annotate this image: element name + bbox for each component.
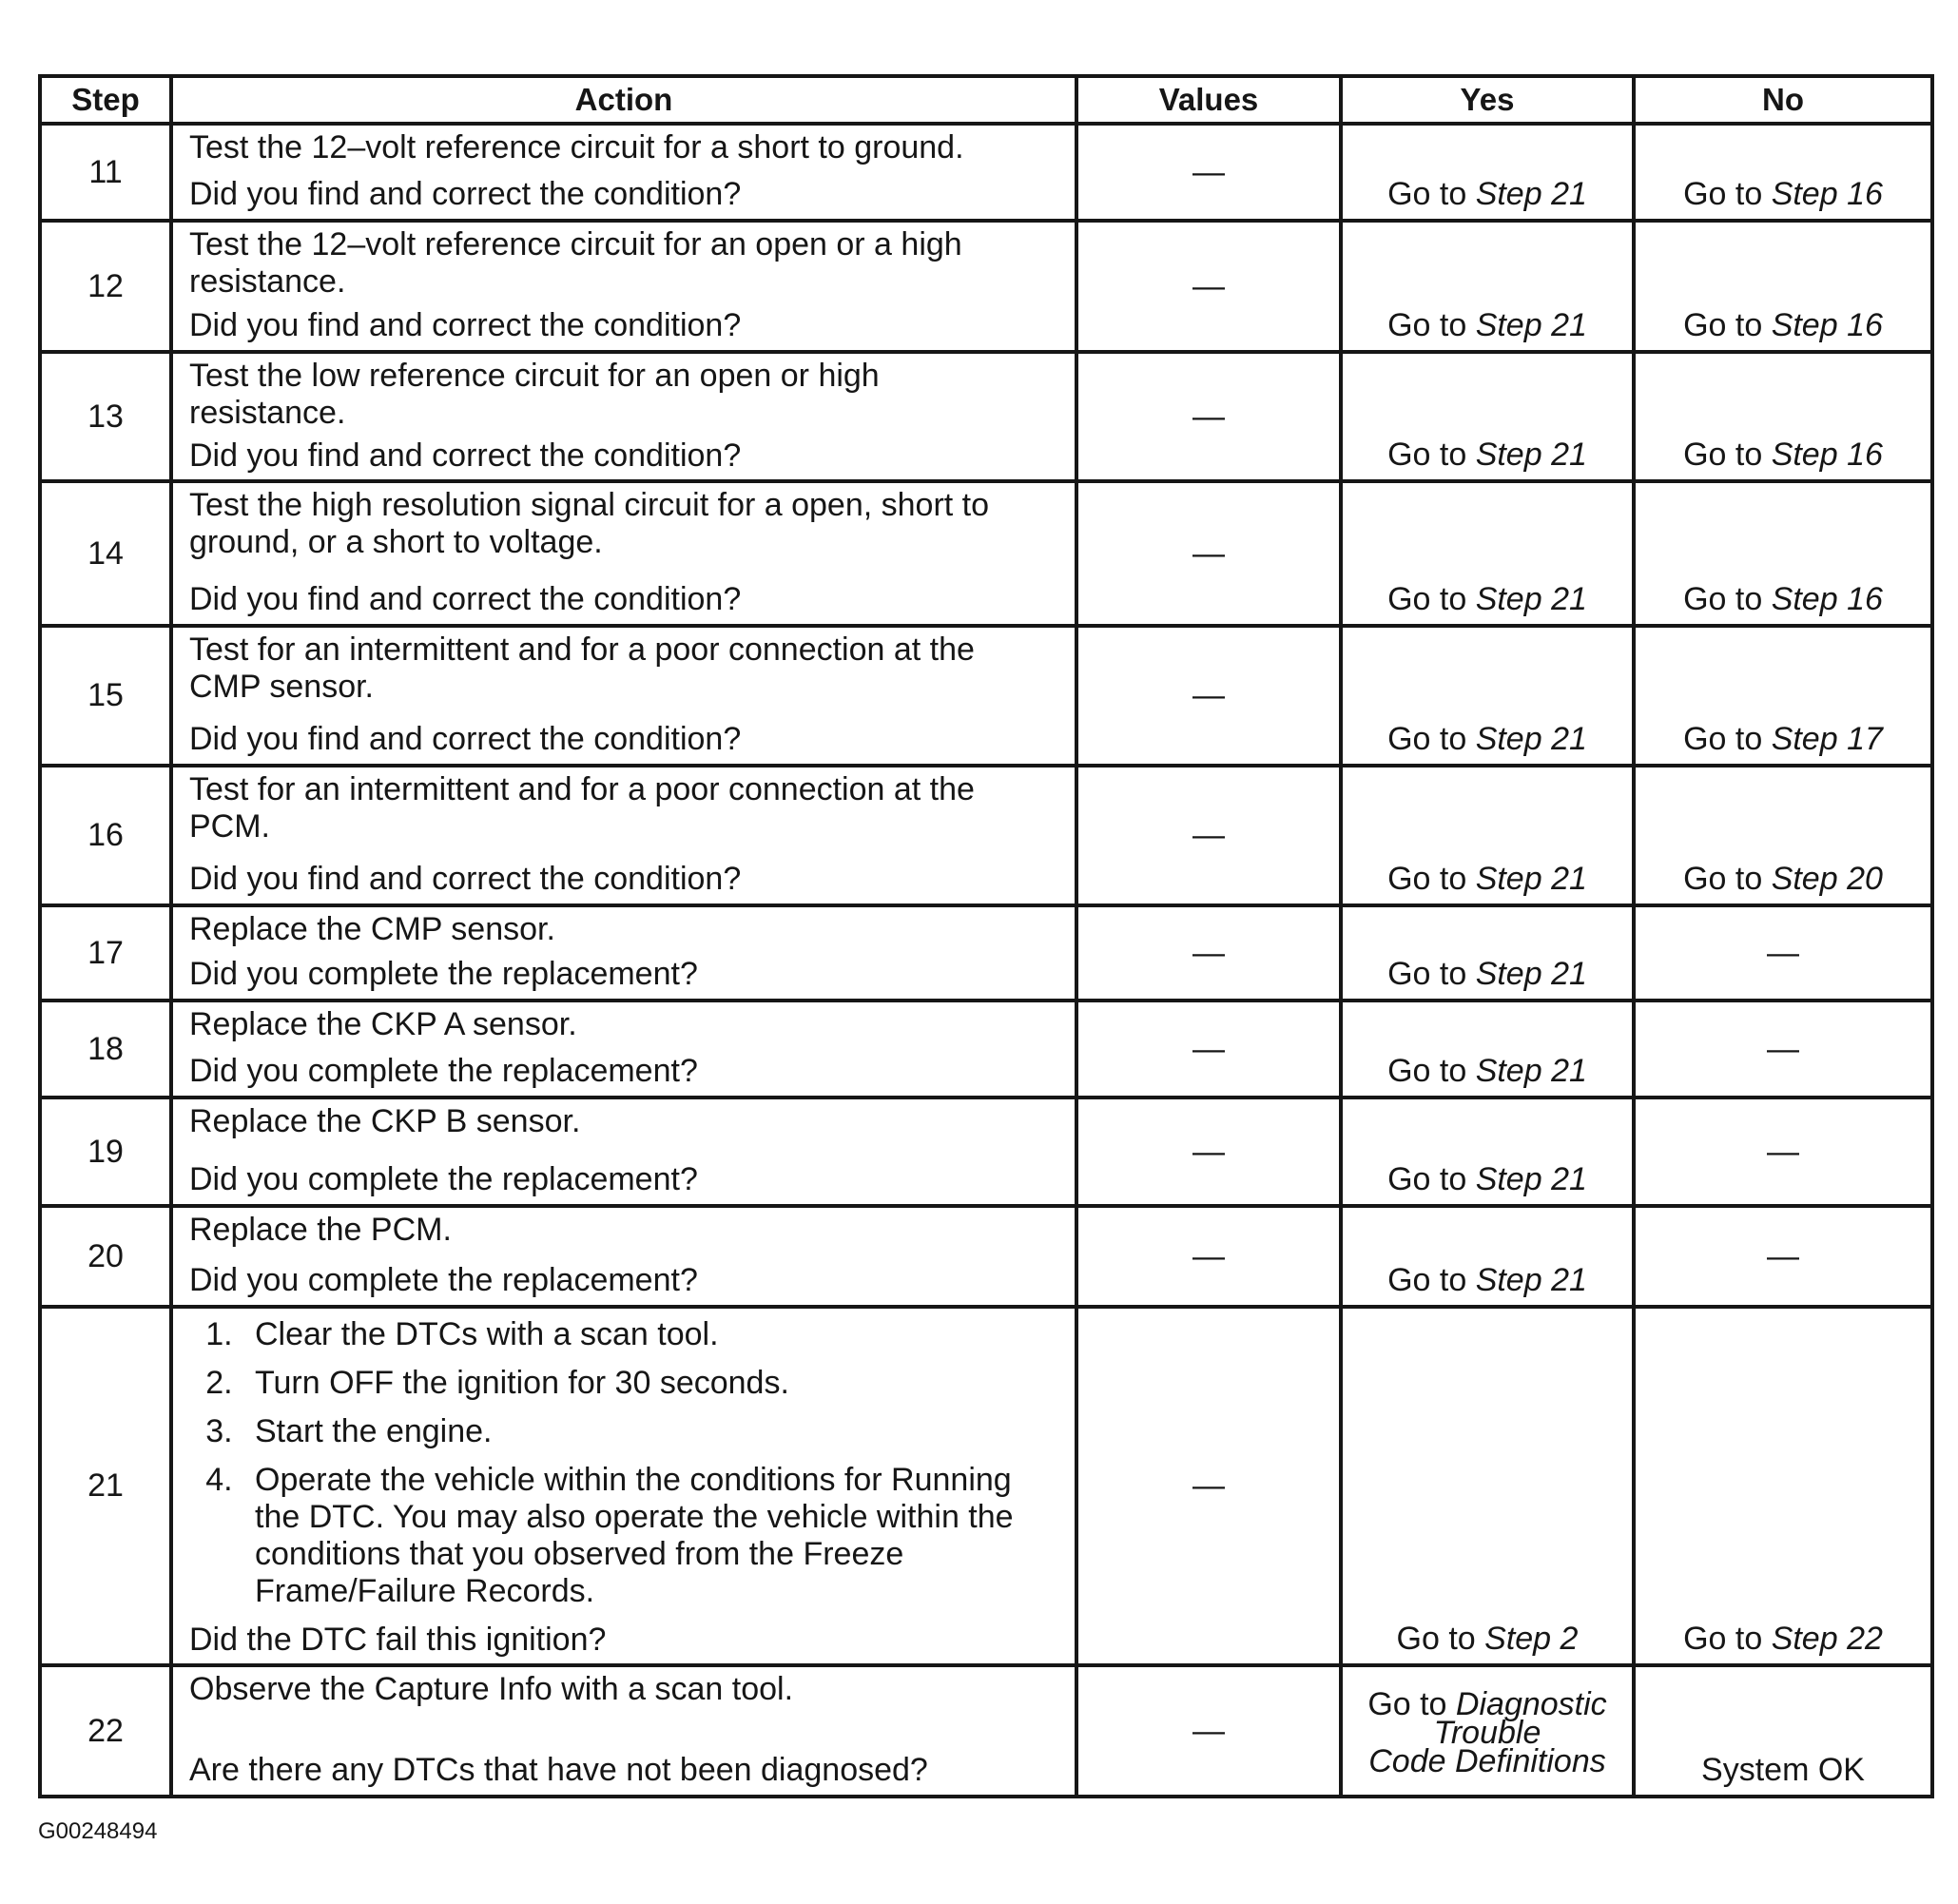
step-number: 20 xyxy=(40,1206,171,1307)
goto-destination: Step 21 xyxy=(1475,307,1587,343)
header-yes: Yes xyxy=(1341,76,1634,124)
goto-prefix: Go to xyxy=(1387,437,1476,473)
no-cell xyxy=(1634,481,1932,626)
values-cell: — xyxy=(1076,481,1341,626)
no-cell xyxy=(1634,221,1932,352)
substep-item: 1. Clear the DTCs with a scan tool. xyxy=(242,1316,1065,1353)
yes-goto-link xyxy=(1387,176,1587,212)
values-cell: — xyxy=(1076,1001,1341,1098)
yes-goto-link xyxy=(1343,1686,1632,1789)
action-instruction: Test the high resolution signal circuit for a open, short to ground, or a short to voltage. xyxy=(189,487,990,560)
yes-cell xyxy=(1341,766,1634,905)
substep-item: 2. Turn OFF the ignition for 30 seconds. xyxy=(242,1365,1065,1402)
action-instruction: Replace the CKP A sensor. xyxy=(189,1006,577,1042)
yes-goto-link xyxy=(1387,721,1587,757)
table-row xyxy=(40,1001,1932,1098)
action-cell xyxy=(171,626,1076,766)
yes-cell xyxy=(1341,481,1634,626)
header-no: No xyxy=(1634,76,1932,124)
goto-prefix: Go to xyxy=(1683,176,1772,212)
yes-cell xyxy=(1341,1206,1634,1307)
yes-cell xyxy=(1341,1001,1634,1098)
goto-prefix: Go to xyxy=(1387,307,1476,343)
action-cell xyxy=(171,766,1076,905)
goto-destination: Step 16 xyxy=(1771,176,1883,212)
action-question: Did you complete the replacement? xyxy=(189,1053,698,1089)
no-result: — xyxy=(1767,1030,1799,1067)
action-cell xyxy=(171,481,1076,626)
yes-cell xyxy=(1341,124,1634,221)
action-question: Did you find and correct the condition? xyxy=(189,721,742,757)
goto-prefix: Go to xyxy=(1396,1621,1485,1657)
yes-goto-link xyxy=(1387,307,1587,343)
action-cell xyxy=(171,352,1076,481)
table-row xyxy=(40,1665,1932,1797)
table-row xyxy=(40,481,1932,626)
table-row xyxy=(40,626,1932,766)
table-row xyxy=(40,905,1932,1001)
goto-destination: Code Definitions xyxy=(1368,1743,1606,1779)
table-header-row xyxy=(40,76,1932,124)
yes-goto-link xyxy=(1397,1621,1579,1657)
yes-cell xyxy=(1341,626,1634,766)
goto-destination: Step 16 xyxy=(1771,437,1883,473)
action-instruction: Test for an intermittent and for a poor connection at the PCM. xyxy=(189,771,975,845)
table-row xyxy=(40,766,1932,905)
step-number: 21 xyxy=(40,1307,171,1665)
goto-destination: Step 21 xyxy=(1475,176,1587,212)
goto-destination: Step 21 xyxy=(1475,1262,1587,1298)
no-cell xyxy=(1634,905,1932,1001)
goto-prefix: Go to xyxy=(1683,861,1772,897)
goto-prefix: Go to xyxy=(1367,1686,1456,1722)
goto-prefix: Go to xyxy=(1387,176,1476,212)
values-cell: — xyxy=(1076,905,1341,1001)
diagnostic-steps-table xyxy=(38,74,1934,1798)
no-goto-link xyxy=(1683,307,1883,343)
action-cell xyxy=(171,221,1076,352)
yes-cell xyxy=(1341,905,1634,1001)
substep-list xyxy=(189,1316,1065,1614)
step-number: 18 xyxy=(40,1001,171,1098)
goto-destination: Step 21 xyxy=(1475,861,1587,897)
values-cell: — xyxy=(1076,1206,1341,1307)
goto-destination: Step 2 xyxy=(1484,1621,1579,1657)
substep-item: 4. Operate the vehicle within the conditions for Running the DTC. You may also operate the vehicle within the conditions that you observed from the Freeze Frame/Failure Records. xyxy=(242,1462,1065,1610)
no-cell xyxy=(1634,1098,1932,1206)
header-action: Action xyxy=(171,76,1076,124)
action-question: Did you find and correct the condition? xyxy=(189,861,742,897)
no-cell xyxy=(1634,1206,1932,1307)
goto-destination: Step 21 xyxy=(1475,1053,1587,1089)
action-question: Did you complete the replacement? xyxy=(189,956,698,992)
goto-destination: Step 21 xyxy=(1475,721,1587,757)
no-goto-link xyxy=(1683,1621,1883,1657)
no-goto-link xyxy=(1683,437,1883,473)
table-body xyxy=(40,124,1932,1797)
step-number: 17 xyxy=(40,905,171,1001)
action-question: Did you find and correct the condition? xyxy=(189,307,742,343)
table-row xyxy=(40,124,1932,221)
step-number: 15 xyxy=(40,626,171,766)
goto-destination: Trouble xyxy=(1433,1715,1541,1751)
step-number: 13 xyxy=(40,352,171,481)
action-question: Did you complete the replacement? xyxy=(189,1161,698,1197)
step-number: 12 xyxy=(40,221,171,352)
table-row xyxy=(40,1206,1932,1307)
values-cell: — xyxy=(1076,766,1341,905)
yes-goto-link xyxy=(1387,1262,1587,1298)
action-cell xyxy=(171,1307,1076,1665)
yes-cell xyxy=(1341,1665,1634,1797)
action-question: Are there any DTCs that have not been diagnosed? xyxy=(189,1752,928,1788)
goto-destination: Step 17 xyxy=(1771,721,1883,757)
yes-goto-link xyxy=(1387,1053,1587,1089)
goto-prefix: Go to xyxy=(1683,1621,1772,1657)
goto-prefix: Go to xyxy=(1387,1262,1476,1298)
action-question: Did you complete the replacement? xyxy=(189,1262,698,1298)
no-goto-link xyxy=(1683,581,1883,617)
substep-item: 3. Start the engine. xyxy=(242,1413,1065,1450)
goto-destination: Step 21 xyxy=(1475,437,1587,473)
table-row xyxy=(40,221,1932,352)
yes-goto-link xyxy=(1387,861,1587,897)
figure-id: G00248494 xyxy=(38,1818,158,1844)
goto-destination: Step 21 xyxy=(1475,956,1587,992)
goto-prefix: Go to xyxy=(1387,1053,1476,1089)
action-instruction: Replace the CKP B sensor. xyxy=(189,1103,581,1139)
action-question: Did you find and correct the condition? xyxy=(189,437,742,474)
action-cell xyxy=(171,1098,1076,1206)
values-cell: — xyxy=(1076,221,1341,352)
action-instruction: Test the 12–volt reference circuit for an open or a high resistance. xyxy=(189,226,962,300)
values-cell: — xyxy=(1076,124,1341,221)
yes-goto-link xyxy=(1387,581,1587,617)
no-result: — xyxy=(1767,934,1799,971)
goto-destination: Step 16 xyxy=(1771,581,1883,617)
step-number: 16 xyxy=(40,766,171,905)
yes-goto-link xyxy=(1387,956,1587,992)
goto-prefix: Go to xyxy=(1387,1161,1476,1197)
yes-cell xyxy=(1341,1098,1634,1206)
yes-cell xyxy=(1341,221,1634,352)
goto-destination: Step 16 xyxy=(1771,307,1883,343)
no-cell xyxy=(1634,626,1932,766)
no-cell xyxy=(1634,352,1932,481)
goto-destination: Step 21 xyxy=(1475,1161,1587,1197)
yes-cell xyxy=(1341,1307,1634,1665)
action-question: Did the DTC fail this ignition? xyxy=(189,1622,607,1658)
action-instruction: Test the low reference circuit for an open or high resistance. xyxy=(189,358,880,431)
goto-prefix: Go to xyxy=(1387,721,1476,757)
action-cell xyxy=(171,1665,1076,1797)
no-cell xyxy=(1634,1665,1932,1797)
action-question: Did you find and correct the condition? xyxy=(189,176,742,212)
step-number: 11 xyxy=(40,124,171,221)
no-goto-link xyxy=(1683,721,1883,757)
no-cell xyxy=(1634,1001,1932,1098)
action-instruction: Replace the PCM. xyxy=(189,1212,452,1248)
goto-prefix: Go to xyxy=(1683,307,1772,343)
goto-prefix: Go to xyxy=(1683,581,1772,617)
goto-destination: Step 22 xyxy=(1771,1621,1883,1657)
no-goto-link xyxy=(1683,861,1883,897)
header-values: Values xyxy=(1076,76,1341,124)
goto-prefix: Go to xyxy=(1387,861,1476,897)
action-instruction: Test for an intermittent and for a poor connection at the CMP sensor. xyxy=(189,631,975,705)
no-cell xyxy=(1634,1307,1932,1665)
values-cell: — xyxy=(1076,1098,1341,1206)
step-number: 19 xyxy=(40,1098,171,1206)
goto-destination: Step 20 xyxy=(1771,861,1883,897)
header-step: Step xyxy=(40,76,171,124)
goto-destination: Step 21 xyxy=(1475,581,1587,617)
no-cell xyxy=(1634,124,1932,221)
values-cell: — xyxy=(1076,626,1341,766)
action-cell xyxy=(171,905,1076,1001)
action-cell xyxy=(171,1001,1076,1098)
action-cell xyxy=(171,124,1076,221)
table-row xyxy=(40,1098,1932,1206)
yes-goto-link xyxy=(1387,1161,1587,1197)
values-cell: — xyxy=(1076,1307,1341,1665)
no-result: System OK xyxy=(1701,1752,1865,1788)
action-cell xyxy=(171,1206,1076,1307)
action-question: Did you find and correct the condition? xyxy=(189,581,742,617)
no-result: — xyxy=(1767,1237,1799,1274)
action-instruction: Replace the CMP sensor. xyxy=(189,911,555,947)
goto-destination: Diagnostic xyxy=(1455,1686,1607,1722)
yes-goto-link xyxy=(1387,437,1587,473)
table-row xyxy=(40,1307,1932,1665)
no-result: — xyxy=(1767,1133,1799,1170)
goto-prefix: Go to xyxy=(1683,437,1772,473)
values-cell: — xyxy=(1076,352,1341,481)
values-cell: — xyxy=(1076,1665,1341,1797)
action-instruction: Test the 12–volt reference circuit for a short to ground. xyxy=(189,129,964,165)
goto-prefix: Go to xyxy=(1387,581,1476,617)
no-goto-link xyxy=(1683,176,1883,212)
goto-prefix: Go to xyxy=(1683,721,1772,757)
table-row xyxy=(40,352,1932,481)
goto-prefix: Go to xyxy=(1387,956,1476,992)
step-number: 22 xyxy=(40,1665,171,1797)
step-number: 14 xyxy=(40,481,171,626)
no-cell xyxy=(1634,766,1932,905)
yes-cell xyxy=(1341,352,1634,481)
action-instruction: Observe the Capture Info with a scan tool. xyxy=(189,1671,794,1707)
